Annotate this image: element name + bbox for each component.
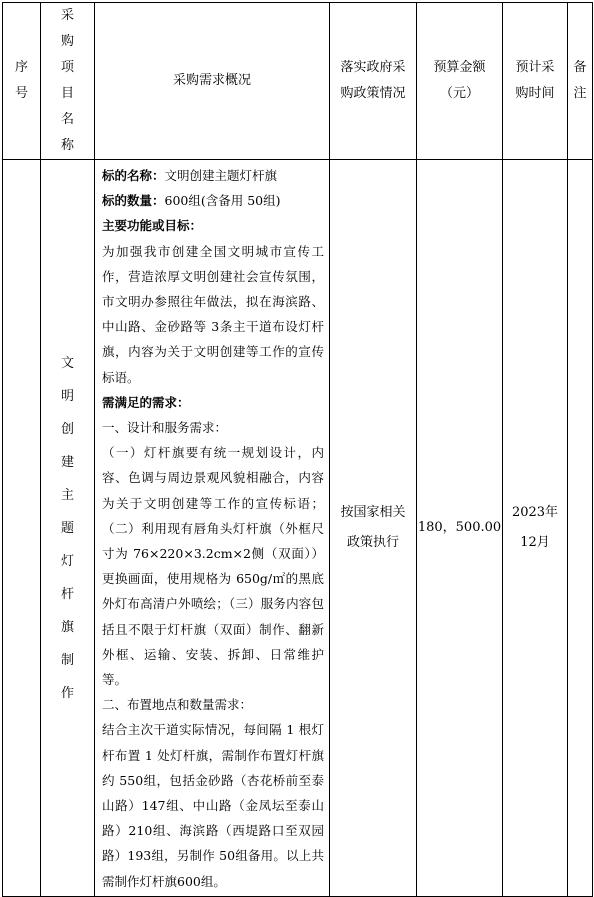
header-row [3,3,593,160]
header-policy: 落实政府采购政策情况 [330,3,417,160]
cell-summary [95,160,330,897]
needs-2-text: 结合主次干道实际情况，每间隔 1 根灯杆布置 1 处灯杆旗，需制作布置灯杆旗约 550组，包括金砂路（杏花桥前至泰山路）147组、中山路（金凤坛至泰山路）210组、海滨路（西堤路口至双园路）193组，另制作 50组备用。以上共需制作灯杆旗600组。 [102,722,324,889]
header-seq: 序号 [3,3,41,160]
header-summary: 采购需求概况 [95,3,330,160]
table-row [3,160,593,897]
cell-project: 文明创建主题灯杆旗制作 [41,160,95,897]
header-budget: 预算金额（元） [417,3,503,160]
procurement-table [2,2,593,897]
func-title: 主要功能或目标： [102,218,203,234]
lot-qty-line [102,188,324,213]
func-text: 为加强我市创建全国文明城市宣传工作，营造浓厚文明创建社会宣传氛围，市文明办参照往年做法，拟在海滨路、中山路、金砂路等 3条主干道布设灯杆旗，内容为关于文明创建等工作的宣传标语。 [102,243,324,385]
cell-seq [3,160,41,897]
needs-title: 需满足的需求： [102,394,190,410]
needs-1-text: （一）灯杆旗要有统一规划设计，内容、色调与周边景观风貌相融合，内容为关于文明创建等工作的宣传标语；（二）利用现有唇角头灯杆旗（外框尺寸为 76×220×3.2cm×2侧（双面））更换画面，使用规格为 650g/㎡的黑底外灯布高清户外喷绘；（三）服务内容包括且不限于灯杆旗（双面）制作、翻新外框、运输、安装、拆卸、日常维护等。 [102,445,324,688]
needs-1-title: 一、设计和服务需求： [102,420,228,436]
cell-remark [568,160,593,897]
header-time: 预计采购时间 [503,3,568,160]
lot-name-label: 标的名称： [102,168,165,183]
lot-name-line [102,163,324,188]
lot-name-value: 文明创建主题灯杆旗 [164,168,278,183]
lot-qty-value: 600组(含备用 50组) [164,193,281,209]
header-remark: 备注 [568,3,593,160]
lot-qty-label: 标的数量： [102,193,165,209]
cell-budget: 180，500.00 [417,160,503,897]
header-project: 采购项目名称 [41,3,95,160]
cell-time: 2023年12月 [503,160,568,897]
cell-policy: 按国家相关政策执行 [330,160,417,897]
needs-2-title: 二、布置地点和数量需求： [102,697,253,713]
